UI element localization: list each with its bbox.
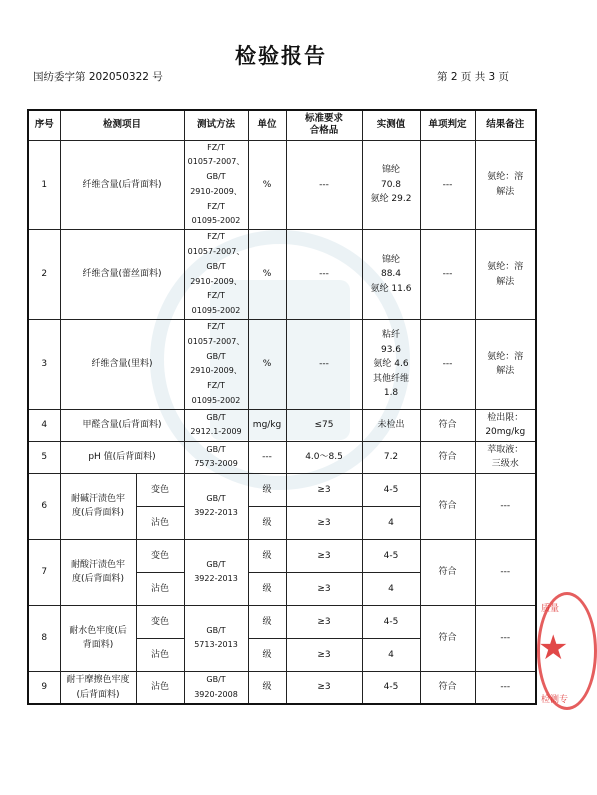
header-value: 实测值 [362,110,420,140]
test-item: 耐碱汗渍色牢 度(后背面料) [60,473,136,539]
row-number: 3 [28,320,60,410]
test-method: GB/T 5713-2013 [184,605,248,671]
requirement: --- [286,230,362,320]
judgement: 符合 [420,539,475,605]
measured-value: 4 [362,572,420,605]
table-row [28,441,536,473]
judgement: 符合 [420,605,475,671]
judgement: --- [420,230,475,320]
test-method: FZ/T 01057-2007、 GB/T 2910-2009、 FZ/T 01095-2002 [184,320,248,410]
requirement: 4.0～8.5 [286,441,362,473]
test-item: 纤维含量(后背面料) [60,140,184,230]
table-row [28,671,536,704]
requirement: ≥3 [286,506,362,539]
header-judge: 单项判定 [420,110,475,140]
remark: --- [475,605,536,671]
requirement: --- [286,320,362,410]
document-number: 国纺委字第 202050322 号 [33,71,163,83]
test-method: GB/T 3920-2008 [184,671,248,704]
requirement: ≥3 [286,572,362,605]
test-item: 耐水色牢度(后 背面料) [60,605,136,671]
test-item: 耐干摩擦色牢度 (后背面料) [60,671,136,704]
row-number: 4 [28,409,60,441]
remark: --- [475,539,536,605]
header-item: 检测项目 [60,110,184,140]
remark: 萃取液： 三级水 [475,441,536,473]
remark: --- [475,473,536,539]
row-number: 5 [28,441,60,473]
row-number: 7 [28,539,60,605]
measured-value: 4-5 [362,539,420,572]
remark: --- [475,671,536,704]
row-number: 9 [28,671,60,704]
unit: 级 [248,539,286,572]
table-row [28,539,536,572]
test-method: FZ/T 01057-2007、 GB/T 2910-2009、 FZ/T 01095-2002 [184,140,248,230]
header-unit: 单位 [248,110,286,140]
table-row [28,473,536,506]
row-number: 1 [28,140,60,230]
requirement: ≤75 [286,409,362,441]
inspection-table [27,109,537,705]
test-item: 耐酸汗渍色牢 度(后背面料) [60,539,136,605]
judgement: --- [420,320,475,410]
judgement: 符合 [420,409,475,441]
test-item: 甲醛含量(后背面料) [60,409,184,441]
requirement: --- [286,140,362,230]
measured-value: 4-5 [362,671,420,704]
measured-value: 未检出 [362,409,420,441]
seal-bottom-text: 检测专 [541,695,569,705]
measured-value: 7.2 [362,441,420,473]
requirement: ≥3 [286,638,362,671]
measured-value: 锦纶 70.8 氨纶 29.2 [362,140,420,230]
table-row [28,320,536,410]
unit: --- [248,441,286,473]
judgement: --- [420,140,475,230]
unit: % [248,320,286,410]
unit: 级 [248,572,286,605]
test-item: 纤维含量(蕾丝面料) [60,230,184,320]
unit: 级 [248,638,286,671]
test-method: FZ/T 01057-2007、 GB/T 2910-2009、 FZ/T 01095-2002 [184,230,248,320]
test-method: GB/T 3922-2013 [184,539,248,605]
star-icon: ★ [538,628,569,668]
sub-item: 沾色 [136,671,184,704]
measured-value: 4 [362,506,420,539]
seal-top-text: 质量 [541,604,560,614]
measured-value: 粘纤 93.6 氨纶 4.6 其他纤维 1.8 [362,320,420,410]
sub-item: 沾色 [136,638,184,671]
unit: mg/kg [248,409,286,441]
sub-item: 沾色 [136,572,184,605]
test-method: GB/T 2912.1-2009 [184,409,248,441]
requirement: ≥3 [286,671,362,704]
judgement: 符合 [420,473,475,539]
row-number: 8 [28,605,60,671]
sub-item: 变色 [136,539,184,572]
sub-item: 变色 [136,473,184,506]
table-row [28,409,536,441]
sub-item: 沾色 [136,506,184,539]
row-number: 6 [28,473,60,539]
table-row [28,230,536,320]
remark: 检出限： 20mg/kg [475,409,536,441]
header-remark: 结果备注 [475,110,536,140]
header-no: 序号 [28,110,60,140]
unit: 级 [248,671,286,704]
judgement: 符合 [420,671,475,704]
unit: 级 [248,605,286,638]
measured-value: 4-5 [362,473,420,506]
requirement: ≥3 [286,539,362,572]
remark: 氨纶：溶 解法 [475,320,536,410]
header-row [28,110,536,140]
test-item: pH 值(后背面料) [60,441,184,473]
row-number: 2 [28,230,60,320]
unit: 级 [248,506,286,539]
unit: % [248,140,286,230]
measured-value: 4 [362,638,420,671]
test-method: GB/T 7573-2009 [184,441,248,473]
page-number: 第 2 页 共 3 页 [437,71,510,83]
table-row [28,140,536,230]
report-title: 检验报告 [235,44,327,68]
measured-value: 4-5 [362,605,420,638]
unit: % [248,230,286,320]
sub-item: 变色 [136,605,184,638]
measured-value: 锦纶 88.4 氨纶 11.6 [362,230,420,320]
header-requirement: 标准要求 合格品 [286,110,362,140]
table-row [28,605,536,638]
test-item: 纤维含量(里料) [60,320,184,410]
requirement: ≥3 [286,473,362,506]
remark: 氨纶：溶 解法 [475,230,536,320]
remark: 氨纶：溶 解法 [475,140,536,230]
unit: 级 [248,473,286,506]
judgement: 符合 [420,441,475,473]
requirement: ≥3 [286,605,362,638]
header-method: 测试方法 [184,110,248,140]
test-method: GB/T 3922-2013 [184,473,248,539]
